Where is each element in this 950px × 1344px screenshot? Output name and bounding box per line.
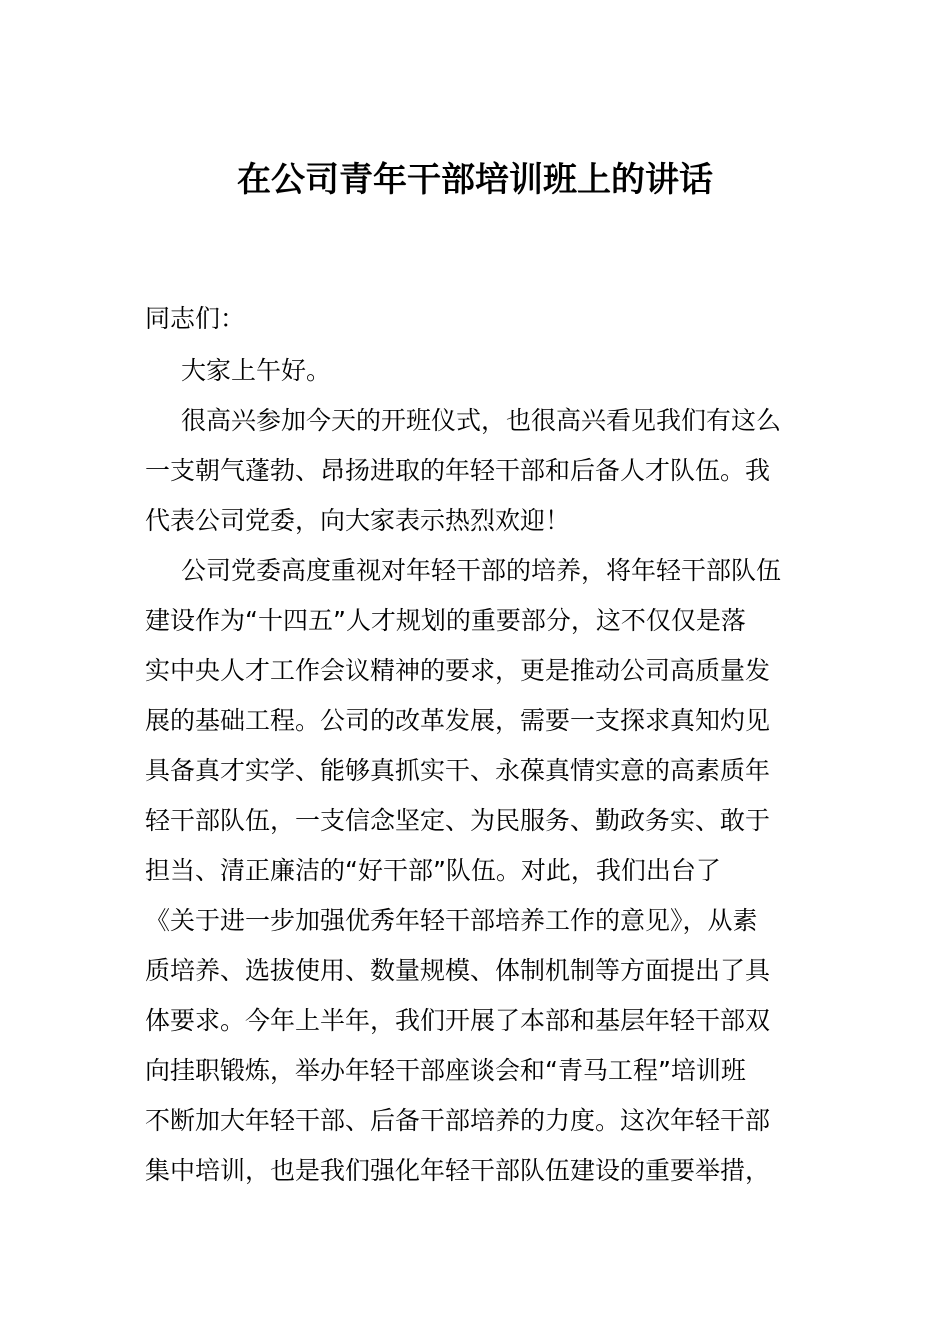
body-line: 质培养、选拔使用、数量规模、体制机制等方面提出了具 — [145, 956, 771, 985]
body-line: 向挂职锻炼，举办年轻干部座谈会和“青马工程”培训班 — [145, 1056, 746, 1085]
salutation: 同志们： — [145, 304, 246, 333]
body-line: 代表公司党委，向大家表示热烈欢迎！ — [145, 506, 571, 535]
body-line: 《关于进一步加强优秀年轻干部培养工作的意见》，从素 — [145, 906, 758, 935]
document-title: 在公司青年干部培训班上的讲话 — [237, 160, 713, 200]
body-line: 具备真才实学、能够真抓实干、永葆真情实意的高素质年 — [145, 756, 771, 785]
body-line: 集中培训，也是我们强化年轻干部队伍建设的重要举措， — [145, 1156, 771, 1185]
body-line: 轻干部队伍，一支信念坚定、为民服务、勤政务实、敢于 — [145, 806, 771, 835]
body-line: 展的基础工程。公司的改革发展，需要一支探求真知灼见 — [145, 706, 771, 735]
body-line: 很高兴参加今天的开班仪式，也很高兴看见我们有这么 — [181, 406, 782, 435]
body-line: 实中央人才工作会议精神的要求，更是推动公司高质量发 — [145, 656, 771, 685]
body-line-greeting: 大家上午好。 — [181, 356, 332, 385]
body-line: 不断加大年轻干部、后备干部培养的力度。这次年轻干部 — [145, 1106, 771, 1135]
body-line: 担当、清正廉洁的“好干部”队伍。对此，我们出台了 — [145, 856, 721, 885]
body-line: 公司党委高度重视对年轻干部的培养，将年轻干部队伍 — [181, 556, 782, 585]
body-line: 一支朝气蓬勃、昂扬进取的年轻干部和后备人才队伍。我 — [145, 456, 771, 485]
body-line: 建设作为“十四五”人才规划的重要部分，这不仅仅是落 — [145, 606, 746, 635]
body-line: 体要求。今年上半年，我们开展了本部和基层年轻干部双 — [145, 1006, 771, 1035]
